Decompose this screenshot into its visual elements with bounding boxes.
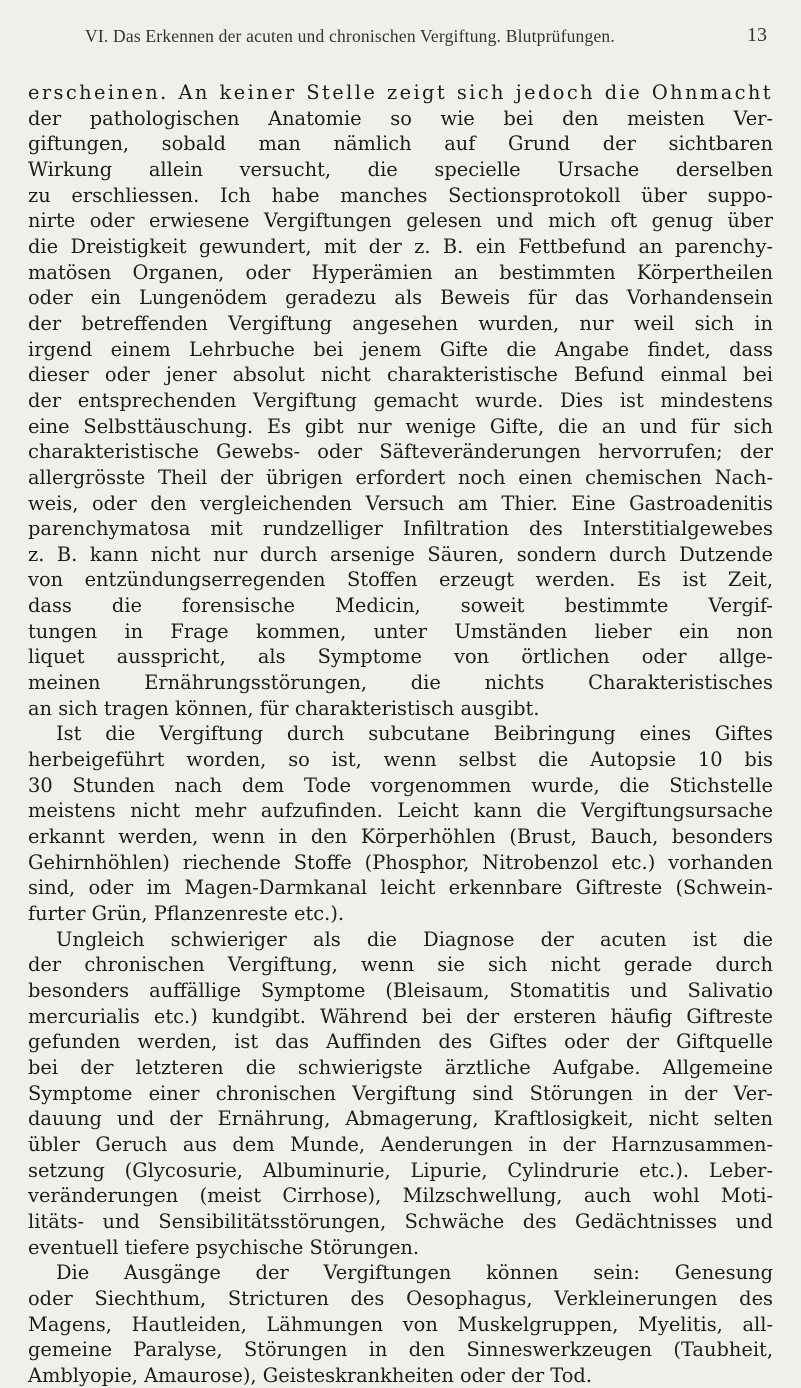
text-line: charakteristische Gewebs- oder Säfteveränderungen hervorrufen; der (28, 440, 773, 464)
text-line: herbeigeführt worden, so ist, wenn selbst die Autopsie 10 bis (28, 748, 773, 772)
text-line: litäts- und Sensibilitätsstörungen, Schwäche des Gedächtnisses und (28, 1209, 773, 1233)
text-line: mercurialis etc.) kundgibt. Während bei der ersteren häufig Giftreste (28, 1004, 773, 1028)
text-line: meistens nicht mehr aufzufinden. Leicht kann die Vergiftungsursache (28, 799, 773, 823)
text-line: weis, oder den vergleichenden Versuch am Thier. Eine Gastroadenitis (28, 491, 773, 515)
text-line: dauung und der Ernährung, Abmagerung, Kraftlosigkeit, nicht selten (28, 1107, 773, 1131)
text-line: erscheinen. An keiner Stelle zeigt sich jedoch die Ohnmacht (28, 81, 773, 104)
text-line: die Dreistigkeit gewundert, mit der z. B. ein Fettbefund an parenchy- (28, 234, 773, 258)
running-title: VI. Das Erkennen der acuten und chronischen Vergiftung. Blutprüfungen. (85, 26, 615, 46)
text-line: Symptome einer chronischen Vergiftung sind Störungen in der Ver- (28, 1081, 773, 1105)
text-line: an sich tragen können, für charakteristisch ausgibt. (28, 696, 540, 720)
text-line: gefunden werden, ist das Auffinden des Giftes oder der Giftquelle (28, 1030, 773, 1054)
text-line: 30 Stunden nach dem Tode vorgenommen wurde, die Stichstelle (28, 773, 773, 797)
text-line: setzung (Glycosurie, Albuminurie, Lipurie, Cylindrurie etc.). Leber- (28, 1158, 773, 1182)
text-line: Amblyopie, Amaurose), Geisteskrankheiten oder der Tod. (28, 1363, 592, 1387)
text-line: meinen Ernährungsstörungen, die nichts Charakteristisches (28, 671, 773, 695)
text-line: Ungleich schwieriger als die Diagnose der acuten ist die (56, 927, 773, 951)
text-line: liquet ausspricht, als Symptome von örtlichen oder allge- (28, 645, 773, 669)
text-line: erkannt werden, wenn in den Körperhöhlen (Brust, Bauch, besonders (28, 825, 773, 849)
text-line: Magens, Hautleiden, Lähmungen von Muskelgruppen, Myelitis, all- (28, 1312, 773, 1336)
text-line: bei der letzteren die schwierigste ärztliche Aufgabe. Allgemeine (28, 1055, 773, 1079)
text-line: furter Grün, Pflanzenreste etc.). (28, 902, 345, 925)
text-line: z. B. kann nicht nur durch arsenige Säuren, sondern durch Dutzende (28, 542, 773, 566)
text-line: der entsprechenden Vergiftung gemacht wurde. Dies ist mindestens (28, 388, 773, 412)
text-line: eine Selbsttäuschung. Es gibt nur wenige Gifte, die an und für sich (28, 414, 773, 438)
text-line: eventuell tiefere psychische Störungen. (28, 1235, 420, 1259)
text-line: Gehirnhöhlen) riechende Stoffe (Phosphor, Nitrobenzol etc.) vorhanden (28, 850, 773, 874)
text-line: der pathologischen Anatomie so wie bei den meisten Ver- (28, 106, 773, 130)
page-header (28, 26, 773, 62)
text-line: besonders auffällige Symptome (Bleisaum, Stomatitis und Salivatio (28, 978, 773, 1002)
text-line: nirte oder erwiesene Vergiftungen gelesen und mich oft genug über (28, 209, 773, 233)
text-line: irgend einem Lehrbuche bei jenem Gifte die Angabe findet, dass (28, 337, 773, 361)
text-line: gemeine Paralyse, Störungen in den Sinneswerkzeugen (Taubheit, (28, 1338, 773, 1362)
text-line: oder ein Lungenödem geradezu als Beweis für das Vorhandensein (28, 286, 773, 310)
text-line: parenchymatosa mit rundzelliger Infiltration des Interstitialgewebes (28, 517, 773, 541)
text-line: giftungen, sobald man nämlich auf Grund der sichtbaren (28, 132, 773, 156)
text-line: dieser oder jener absolut nicht charakteristische Befund einmal bei (28, 363, 773, 387)
page-number: 13 (747, 24, 767, 46)
body-text (28, 80, 773, 1388)
text-line: allergrösste Theil der übrigen erfordert noch einen chemischen Nach- (28, 465, 773, 489)
text-line: Ist die Vergiftung durch subcutane Beibringung eines Giftes (56, 722, 773, 746)
text-line: veränderungen (meist Cirrhose), Milzschwellung, auch wohl Moti- (28, 1184, 773, 1208)
text-line: tungen in Frage kommen, unter Umständen lieber ein non (28, 619, 773, 643)
text-line: der chronischen Vergiftung, wenn sie sich nicht gerade durch (28, 953, 773, 977)
text-line: oder Siechthum, Stricturen des Oesophagus, Verkleinerungen des (28, 1286, 773, 1310)
text-line: dass die forensische Medicin, soweit bestimmte Vergif- (28, 594, 773, 618)
text-line: zu erschliessen. Ich habe manches Sectionsprotokoll über suppo- (28, 183, 773, 207)
text-line: übler Geruch aus dem Munde, Aenderungen in der Harnzusammen- (28, 1132, 773, 1156)
text-line: matösen Organen, oder Hyperämien an bestimmten Körpertheilen (28, 260, 773, 284)
text-line: sind, oder im Magen-Darmkanal leicht erkennbare Giftreste (Schwein- (28, 876, 773, 900)
text-line: der betreffenden Vergiftung angesehen wurden, nur weil sich in (28, 311, 773, 335)
text-line: Die Ausgänge der Vergiftungen können sein: Genesung (56, 1261, 773, 1285)
text-line: von entzündungserregenden Stoffen erzeugt werden. Es ist Zeit, (28, 568, 773, 592)
text-line: Wirkung allein versucht, die specielle Ursache derselben (28, 157, 773, 181)
